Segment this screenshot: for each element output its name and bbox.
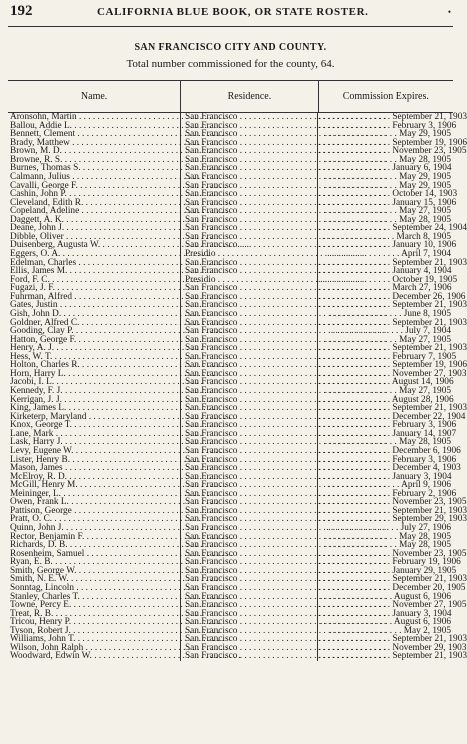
expires-text: . . . March 8, 1905 <box>322 232 451 242</box>
residence-text: San Francisco . . . <box>185 163 386 173</box>
residence-text: San Francisco . . . <box>185 181 386 191</box>
name-text: Eggers, O. A. . . . <box>10 249 209 259</box>
residence-text: San Francisco . . . <box>185 600 386 610</box>
expires-text: . . . December 20, 1905 <box>318 583 465 593</box>
table-header <box>8 81 453 113</box>
name-text: Lane, Mark . . . <box>10 429 202 439</box>
residence-text: San Francisco . . . <box>185 480 386 490</box>
name-text: Fuhrman, Alfred . . . <box>10 292 221 302</box>
residence-text: San Francisco . . . <box>185 335 386 345</box>
name-text: McGill, Henry M. . . . <box>10 480 226 490</box>
expires-text: . . . May 29, 1905 <box>325 172 451 182</box>
residence-text: San Francisco . . . <box>185 609 386 619</box>
residence-text: San Francisco . . . <box>185 318 386 328</box>
residence-text: San Francisco . . . <box>185 592 386 602</box>
expires-text: . . . September 21, 1903 <box>318 506 467 516</box>
expires-text: . . . September 21, 1903 <box>318 343 467 353</box>
name-text: Kennedy, F. J. . . . <box>10 386 211 396</box>
name-text: Browne, R. S. . . . <box>10 155 211 165</box>
name-text: Kirketerp, Maryland . . . <box>10 412 235 422</box>
expires-text: . . . November 29, 1903 <box>318 643 466 653</box>
name-text: Quinn, John J. . . . <box>10 523 212 533</box>
residence-text: San Francisco . . . <box>185 617 386 627</box>
name-text: Lister, Henry B. . . . <box>10 455 219 465</box>
name-text: Wilson, John Ralph . . . <box>10 643 232 653</box>
residence-text: San Francisco . . . <box>185 514 386 524</box>
residence-text: San Francisco . . . <box>185 232 386 242</box>
expires-text: . . . May 28, 1905 <box>325 215 451 225</box>
residence-text: San Francisco . . . <box>185 360 386 370</box>
expires-text: . . . May 28, 1905 <box>325 437 451 447</box>
name-text: King, James L. . . . <box>10 403 215 413</box>
ornament-mark: • <box>447 7 451 17</box>
residence-text: San Francisco . . . <box>185 420 386 430</box>
expires-text: . . . September 19, 1906 <box>318 360 467 370</box>
residence-text: San Francisco . . . <box>185 497 386 507</box>
name-text: Fugazi, J. F. . . . <box>10 283 204 293</box>
name-text: Tricou, Henry P. . . . <box>10 617 220 627</box>
residence-text: San Francisco . . . <box>185 463 386 473</box>
residence-text: San Francisco . . . <box>185 532 386 542</box>
expires-text: . . . January 14, 1907 <box>318 429 456 439</box>
residence-text: San Francisco . . . <box>185 634 386 644</box>
residence-text: San Francisco . . . <box>185 429 386 439</box>
name-text: Treat, R. B. . . . <box>10 609 202 619</box>
name-text: Richards, D. B. . . . <box>10 540 216 550</box>
expires-text: . . . November 23, 1905 <box>318 497 466 507</box>
name-text: Henry, A. J. . . . <box>10 343 203 353</box>
name-text: Hatton, George F. . . . <box>10 335 225 345</box>
cell-expires <box>318 651 467 662</box>
column-header-residence: Residence. <box>181 81 318 112</box>
name-text: Burnes, Thomas S. . . . <box>10 163 229 173</box>
expires-text: . . . August 6, 1906 <box>320 592 451 602</box>
expires-text: . . . August 28, 1906 <box>318 395 454 405</box>
name-text: Dibble, Oliver . . . <box>10 232 212 242</box>
name-text: McElroy, R. D. . . . <box>10 472 216 482</box>
residence-text: San Francisco . . . <box>185 540 386 550</box>
expires-text: . . . January 3, 1904 <box>318 609 452 619</box>
residence-text: San Francisco . . . <box>185 198 386 208</box>
residence-text: San Francisco . . . <box>185 121 386 131</box>
expires-text: . . . November 27, 1905 <box>318 600 466 610</box>
table-body <box>8 112 467 662</box>
name-text: Cleveland, Edith R. . . . <box>10 198 232 208</box>
column-header-expires: Commission Expires. <box>342 91 429 102</box>
roster-table <box>8 80 467 737</box>
name-text: Copeland, Adeline . . . <box>10 206 228 216</box>
name-text: Pratt, O. C. . . . <box>10 514 201 524</box>
name-text: Hess, W. T. . . . <box>10 352 201 362</box>
residence-text: San Francisco . . . <box>185 300 386 310</box>
residence-text: San Francisco . . . <box>185 283 386 293</box>
expires-text: . . . January 3, 1904 <box>318 472 452 482</box>
residence-text: San Francisco . . . <box>185 369 386 379</box>
name-text: Brown, M. D. . . . <box>10 146 211 156</box>
residence-text: San Francisco . . . <box>185 172 386 182</box>
expires-text: . . . July 27, 1906 <box>326 523 451 533</box>
residence-text: San Francisco . . . <box>185 395 386 405</box>
name-text: Holton, Charles R. . . . <box>10 360 228 370</box>
expires-text: . . . September 21, 1903 <box>318 112 467 122</box>
residence-text: San Francisco . . . <box>185 472 386 482</box>
residence-text: San Francisco . . . <box>185 446 386 456</box>
cell-name <box>8 652 181 661</box>
residence-text: San Francisco . . . <box>185 574 386 584</box>
name-text: Cavalli, George F. . . . <box>10 181 227 191</box>
residence-text: San Francisco . . . <box>185 223 386 233</box>
expires-text: . . . May 2, 1905 <box>329 626 451 636</box>
expires-text: . . . May 28, 1905 <box>325 532 451 542</box>
expires-text: . . . September 19, 1906 <box>318 138 467 148</box>
expires-text: . . . January 10, 1906 <box>318 240 456 250</box>
name-text: Horn, Harry L. . . . <box>10 369 215 379</box>
residence-text: San Francisco . . . <box>185 240 386 250</box>
name-text: Stanley, Charles T. . . . <box>10 592 229 602</box>
expires-text: . . . January 6, 1904 <box>318 163 452 173</box>
name-text: Towne, Percy E. . . . <box>10 600 220 610</box>
name-text: Gooding, Clay P. . . . <box>10 326 222 336</box>
name-text: Deane, John J. . . . <box>10 223 213 233</box>
residence-text: San Francisco . . . <box>185 138 386 148</box>
name-text: Knox, George T. . . . <box>10 420 221 430</box>
expires-text: . . . May 27, 1905 <box>325 206 451 216</box>
residence-text: San Francisco . . . <box>185 557 386 567</box>
expires-text: . . . April 9, 1906 <box>327 480 451 490</box>
expires-text: . . . February 3, 1906 <box>318 121 456 131</box>
residence-text: San Francisco . . . <box>185 651 386 661</box>
residence-text: Presidio . . . <box>185 275 364 285</box>
name-text: Rector, Benjamin F. . . . <box>10 532 233 542</box>
expires-text: . . . May 27, 1905 <box>325 386 451 396</box>
expires-text: . . . August 6, 1906 <box>320 617 451 627</box>
name-text: Edelman, Charles . . . <box>10 258 225 268</box>
expires-text: . . . March 27, 1906 <box>318 283 452 293</box>
expires-text: . . . September 21, 1903 <box>318 258 467 268</box>
name-text: Gish, John D. . . . <box>10 309 210 319</box>
residence-text: San Francisco . . . <box>185 266 386 276</box>
name-text: Smith, N. E. W. . . . <box>10 574 217 584</box>
name-text: Jacobi, I. L. . . . <box>10 377 203 387</box>
expires-text: . . . October 19, 1905 <box>318 275 457 285</box>
residence-text: San Francisco . . . <box>185 455 386 465</box>
expires-text: . . . February 3, 1906 <box>318 420 456 430</box>
name-text: Levy, Eugene W. . . . <box>10 446 222 456</box>
residence-text: San Francisco . . . <box>185 437 386 447</box>
expires-text: . . . December 26, 1906 <box>318 292 465 302</box>
residence-text: San Francisco . . . <box>185 377 386 387</box>
residence-text: San Francisco . . . <box>185 258 386 268</box>
expires-text: . . . February 19, 1906 <box>318 557 461 567</box>
expires-text: . . . May 28, 1905 <box>325 155 451 165</box>
expires-text: . . . December 22, 1904 <box>318 412 465 422</box>
expires-text: . . . July 7, 1904 <box>331 326 451 336</box>
expires-text: . . . September 21, 1903 <box>318 634 467 644</box>
expires-text: . . . November 23, 1905 <box>318 146 466 156</box>
expires-text: . . . November 23, 1905 <box>318 549 466 559</box>
residence-text: San Francisco . . . <box>185 583 386 593</box>
name-text: Ryan, E. B. . . . <box>10 557 202 567</box>
cell-residence <box>181 652 318 661</box>
page-header <box>10 3 451 23</box>
expires-text: . . . February 3, 1906 <box>318 455 456 465</box>
expires-text: . . . May 29, 1905 <box>325 129 451 139</box>
residence-text: San Francisco . . . <box>185 309 386 319</box>
name-text: Ford, F. C. . . . <box>10 275 199 285</box>
expires-text: . . . May 27, 1905 <box>325 335 451 345</box>
name-text: Goldner, Alfred C. . . . <box>10 318 228 328</box>
residence-text: San Francisco . . . <box>185 506 386 516</box>
expires-text: . . . February 2, 1906 <box>318 489 456 499</box>
expires-text: . . . January 29, 1905 <box>318 566 456 576</box>
residence-text: San Francisco . . . <box>185 566 386 576</box>
total-commissioned: Total number commissioned for the county, 64. <box>126 58 335 70</box>
expires-text: . . . September 21, 1903 <box>318 403 467 413</box>
expires-text: . . . February 7, 1905 <box>318 352 456 362</box>
name-text: Tyson, Robert J. . . . <box>10 626 220 636</box>
residence-text: San Francisco . . . <box>185 352 386 362</box>
residence-text: San Francisco . . . <box>185 403 386 413</box>
name-text: Brady, Matthew . . . <box>10 138 219 148</box>
name-text: Cashin, John P. . . . <box>10 189 216 199</box>
residence-text: San Francisco . . . <box>185 549 386 559</box>
residence-text: San Francisco . . . <box>185 386 386 396</box>
expires-text: . . . December 6, 1906 <box>318 446 461 456</box>
name-text: Owen, Frank L. . . . <box>10 497 218 507</box>
residence-text: San Francisco . . . <box>185 343 386 353</box>
name-text: Kerrigan, J. J. . . . <box>10 395 211 405</box>
name-text: Williams, John T. . . . <box>10 634 224 644</box>
residence-text: San Francisco . . . <box>185 643 386 653</box>
name-text: Lask, Harry J. . . . <box>10 437 211 447</box>
residence-text: San Francisco . . . <box>185 489 386 499</box>
name-text: Calmann, Julius . . . <box>10 172 219 182</box>
name-text: Duisenberg, Augusta W. . . . <box>10 240 249 250</box>
residence-text: San Francisco . . . <box>185 626 386 636</box>
residence-text: Presidio . . . <box>185 249 364 259</box>
expires-text: . . . January 4, 1904 <box>318 266 452 276</box>
expires-text: . . . October 14, 1903 <box>318 189 457 199</box>
name-text: Meininger, L. . . . <box>10 489 210 499</box>
residence-text: San Francisco . . . <box>185 206 386 216</box>
name-text: Mason, James . . . <box>10 463 211 473</box>
residence-text: San Francisco . . . <box>185 523 386 533</box>
name-text: Sonntag, Lincoln . . . <box>10 583 223 593</box>
expires-text: . . . September 29, 1903 <box>318 514 467 524</box>
name-text: Ballou, Addie L. . . . <box>10 121 221 131</box>
column-header-name: Name. <box>8 81 181 112</box>
name-text: Ellis, James M. . . . <box>10 266 216 276</box>
residence-text: San Francisco . . . <box>185 146 386 156</box>
residence-text: San Francisco . . . <box>185 112 386 122</box>
section-title: SAN FRANCISCO CITY AND COUNTY. <box>134 42 327 53</box>
expires-text: . . . November 27, 1903 <box>318 369 466 379</box>
expires-text: . . . September 21, 1903 <box>318 574 467 584</box>
residence-text: San Francisco . . . <box>185 129 386 139</box>
name-text: Smith, George W. . . . <box>10 566 225 576</box>
expires-text: . . . June 8, 1905 <box>329 309 451 319</box>
name-text: Aronsohn, Martin . . . <box>10 112 225 122</box>
expires-text: . . . May 28, 1905 <box>325 540 451 550</box>
running-head: CALIFORNIA BLUE BOOK, OR STATE ROSTER. <box>97 6 369 18</box>
name-text: Pattison, George . . . <box>10 506 221 516</box>
expires-text: . . . April 7, 1904 <box>327 249 451 259</box>
name-text: Daggett, A. K. . . . <box>10 215 213 225</box>
expires-text: . . . May 29, 1905 <box>325 181 451 191</box>
residence-text: San Francisco . . . <box>185 412 386 422</box>
residence-text: San Francisco . . . <box>185 189 386 199</box>
expires-text: . . . September 21, 1903 <box>318 318 467 328</box>
expires-text: . . . September 21, 1903 <box>318 651 467 661</box>
name-text: Bennett, Clement . . . <box>10 129 224 139</box>
expires-text: . . . September 21, 1903 <box>318 300 467 310</box>
name-text: Rosenheim, Samuel . . . <box>10 549 233 559</box>
header-rule <box>8 26 453 27</box>
page-number: 192 <box>10 3 33 19</box>
residence-text: San Francisco . . . <box>185 155 386 165</box>
expires-text: . . . December 4, 1903 <box>318 463 461 473</box>
expires-text: . . . August 14, 1906 <box>318 377 454 387</box>
name-text: Gates, Justin . . . <box>10 300 206 310</box>
residence-text: San Francisco . . . <box>185 326 386 336</box>
residence-text: San Francisco . . . <box>185 215 386 225</box>
residence-text: San Francisco . . . <box>185 292 386 302</box>
expires-text: . . . January 15, 1906 <box>318 198 456 208</box>
name-text: Woodward, Edwin W. . . . <box>10 651 241 661</box>
expires-text: . . . September 24, 1904 <box>318 223 467 233</box>
table-row <box>8 651 467 662</box>
